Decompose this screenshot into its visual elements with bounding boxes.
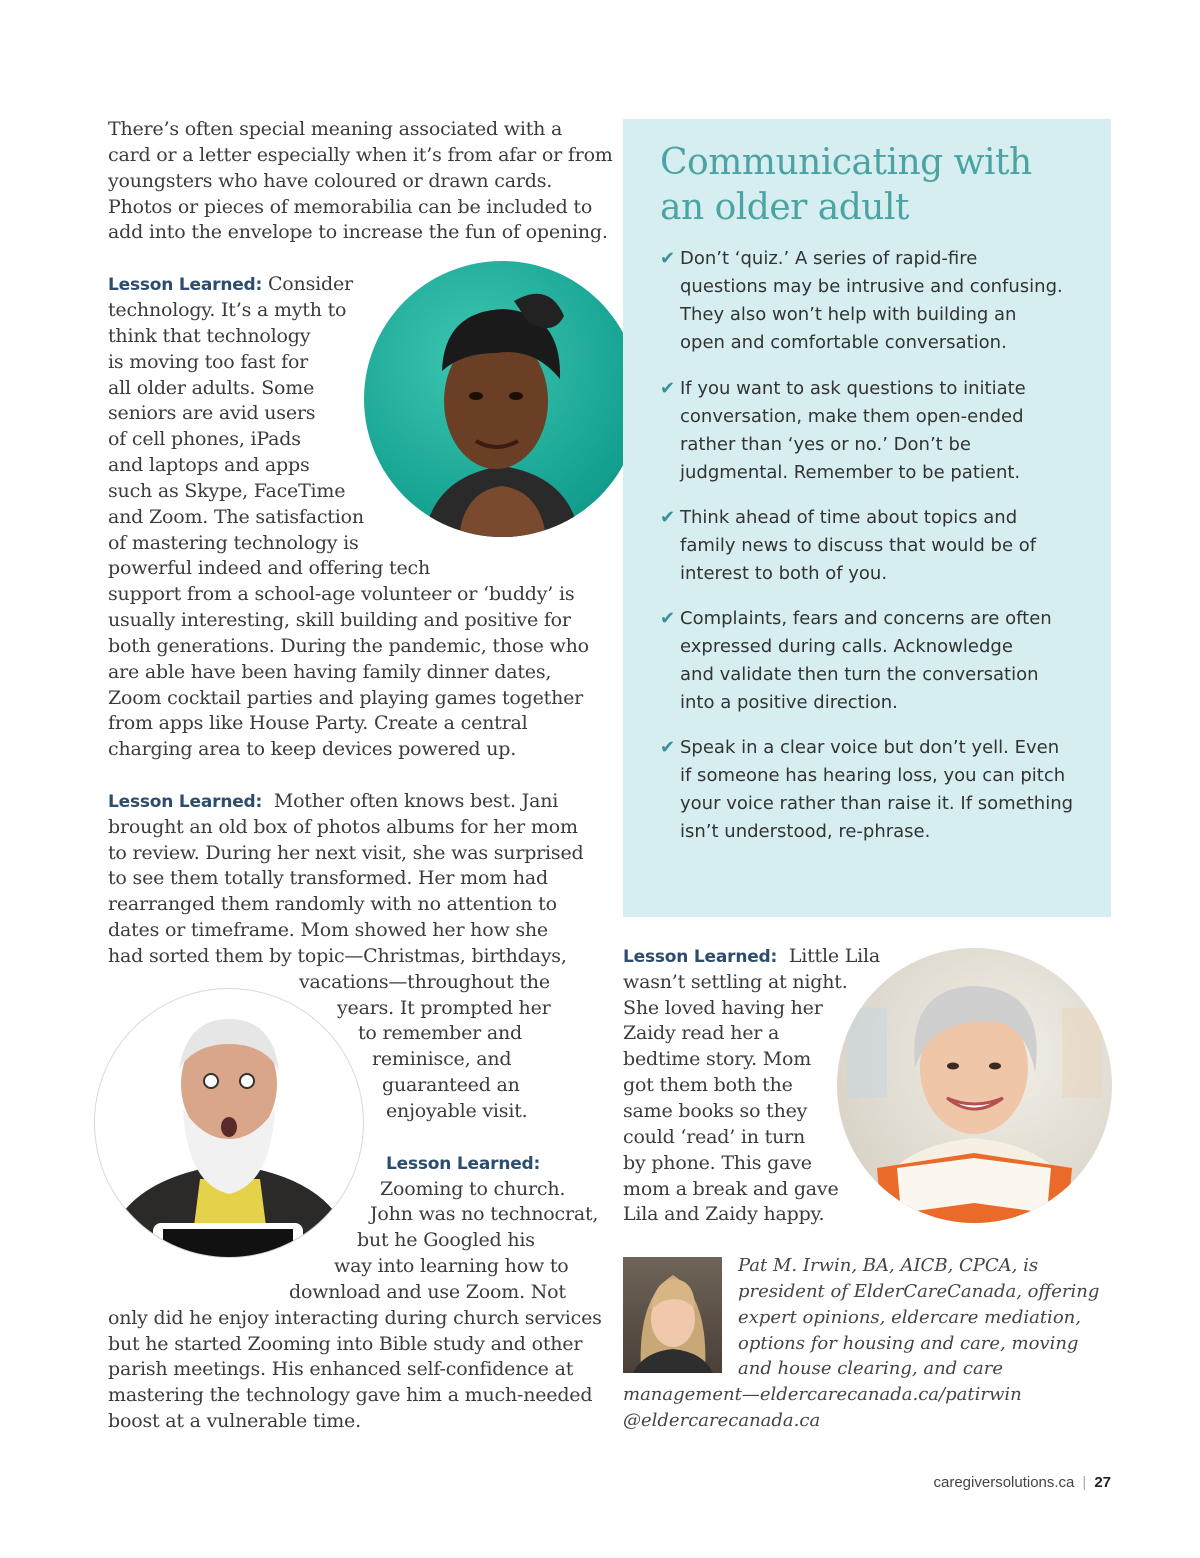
- lesson-line: but he started Zooming into Bible study and other: [108, 1333, 583, 1355]
- lesson-line: boost at a vulnerable time.: [108, 1410, 361, 1432]
- lesson-line: years. It prompted her: [337, 997, 551, 1019]
- footer-separator: |: [1082, 1474, 1087, 1491]
- lesson-line: got them both the: [623, 1074, 793, 1096]
- lesson-line: parish meetings. His enhanced self-confidence at: [108, 1358, 574, 1380]
- lesson-line: of mastering technology is: [108, 532, 359, 554]
- lesson-first-line: [108, 271, 353, 298]
- lesson-line: support from a school-age volunteer or ‘buddy’ is: [108, 583, 575, 605]
- bio-line: president of ElderCareCanada, offering: [738, 1281, 1100, 1302]
- tip-line: judgmental. Remember to be patient.: [680, 462, 1021, 483]
- lesson-line: could ‘read’ in turn: [623, 1126, 806, 1148]
- intro-line: youngsters who have coloured or drawn cards.: [108, 170, 553, 192]
- woman-headwrap-photo: [364, 261, 640, 537]
- lesson-line: both generations. During the pandemic, those who: [108, 635, 589, 657]
- lesson-line: only did he enjoy interacting during church services: [108, 1307, 602, 1329]
- sidebar-title: an older adult: [660, 187, 909, 228]
- lesson-line: all older adults. Some: [108, 377, 315, 399]
- intro-line: card or a letter especially when it’s from afar or from: [108, 144, 613, 166]
- woman-book-photo: [837, 948, 1112, 1223]
- tip-line: Think ahead of time about topics and: [680, 507, 1018, 528]
- tip-line: interest to both of you.: [680, 563, 888, 584]
- lesson-label-line: [386, 1150, 540, 1177]
- intro-line: Photos or pieces of memorabilia can be included to: [108, 196, 593, 218]
- tip-line: into a positive direction.: [680, 692, 898, 713]
- bio-line: and house clearing, and care: [738, 1358, 1003, 1379]
- lesson-line: such as Skype, FaceTime: [108, 480, 346, 502]
- lesson-line: vacations—throughout the: [299, 971, 550, 993]
- lesson-label: Lesson Learned:: [386, 1154, 541, 1174]
- tip-line: open and comfortable conversation.: [680, 332, 1007, 353]
- lesson-line: usually interesting, skill building and positive for: [108, 609, 571, 631]
- lesson-line: to remember and: [358, 1022, 522, 1044]
- bio-line: Pat M. Irwin, BA, AICB, CPCA, is: [738, 1255, 1039, 1276]
- tip-item: [660, 605, 1080, 717]
- tip-item: [660, 245, 1080, 357]
- lesson-line: guaranteed an: [382, 1074, 520, 1096]
- tip-line: conversation, make them open-ended: [680, 406, 1024, 427]
- lesson-first-line: [108, 788, 558, 815]
- tip-line: Speak in a clear voice but don’t yell. Even: [680, 737, 1060, 758]
- lesson-line: and laptops and apps: [108, 454, 310, 476]
- lesson-label: Lesson Learned:: [623, 947, 778, 967]
- lesson-line: She loved having her: [623, 997, 823, 1019]
- sidebar-title: Communicating with: [660, 142, 1032, 183]
- lesson-line: enjoyable visit.: [386, 1100, 528, 1122]
- lesson-line: charging area to keep devices powered up.: [108, 738, 517, 760]
- lesson-text: Consider: [267, 273, 353, 295]
- lesson-line: mastering the technology gave him a much-needed: [108, 1384, 593, 1406]
- bio-twitter-handle[interactable]: @eldercarecanada.ca: [623, 1410, 821, 1431]
- lesson-line: is moving too fast for: [108, 351, 309, 373]
- tip-item: [660, 734, 1080, 846]
- tip-line: if someone has hearing loss, you can pitch: [680, 765, 1066, 786]
- portrait-illustration: [364, 261, 640, 537]
- bearded-man-photo: [94, 988, 364, 1258]
- lesson-line: to see them totally transformed. Her mom had: [108, 867, 548, 889]
- lesson-line: brought an old box of photos albums for her mom: [108, 816, 578, 838]
- lesson-line: powerful indeed and offering tech: [108, 557, 431, 579]
- checkmark-icon: ✔: [660, 507, 676, 528]
- tip-line: If you want to ask questions to initiate: [680, 378, 1026, 399]
- footer-site[interactable]: caregiversolutions.ca: [933, 1474, 1075, 1491]
- tip-line: rather than ‘yes or no.’ Don’t be: [680, 434, 971, 455]
- lesson-line: Zooming to church.: [380, 1178, 566, 1200]
- lesson-line: by phone. This gave: [623, 1152, 812, 1174]
- page-footer: [934, 1474, 1112, 1491]
- tip-item: [660, 504, 1080, 588]
- portrait-illustration: [95, 989, 363, 1257]
- tip-item: [660, 375, 1080, 487]
- lesson-text: Mother often knows best. Jani: [273, 790, 559, 812]
- tip-line: expressed during calls. Acknowledge: [680, 636, 1013, 657]
- tip-line: family news to discuss that would be of: [680, 535, 1037, 556]
- lesson-line: way into learning how to: [334, 1255, 569, 1277]
- lesson-line: and Zoom. The satisfaction: [108, 506, 364, 528]
- lesson-line: are able have been having family dinner dates,: [108, 661, 552, 683]
- lesson-line: John was no technocrat,: [370, 1203, 599, 1225]
- lesson-line: Zoom cocktail parties and playing games together: [108, 687, 584, 709]
- lesson-line: had sorted them by topic—Christmas, birthdays,: [108, 945, 567, 967]
- tip-line: isn’t understood, re-phrase.: [680, 821, 931, 842]
- lesson-line: reminisce, and: [372, 1048, 512, 1070]
- lesson-first-line: [623, 943, 880, 970]
- lesson-label: Lesson Learned:: [108, 275, 263, 295]
- lesson-line: download and use Zoom. Not: [289, 1281, 566, 1303]
- lesson-line: but he Googled his: [357, 1229, 535, 1251]
- lesson-line: think that technology: [108, 325, 311, 347]
- lesson-line: seniors are avid users: [108, 402, 316, 424]
- tip-line: Complaints, fears and concerns are often: [680, 608, 1052, 629]
- bio-line: options for housing and care, moving: [738, 1333, 1079, 1354]
- tip-line: questions may be intrusive and confusing.: [680, 276, 1063, 297]
- page-number: 27: [1094, 1474, 1111, 1491]
- checkmark-icon: ✔: [660, 737, 676, 758]
- tip-line: They also won’t help with building an: [680, 304, 1017, 325]
- lesson-text: Little Lila: [788, 945, 881, 967]
- intro-line: add into the envelope to increase the fun of opening.: [108, 221, 608, 243]
- lesson-line: wasn’t settling at night.: [623, 971, 848, 993]
- lesson-line: rearranged them randomly with no attention to: [108, 893, 557, 915]
- lesson-line: bedtime story. Mom: [623, 1048, 812, 1070]
- lesson-line: Lila and Zaidy happy.: [623, 1203, 825, 1225]
- lesson-line: from apps like House Party. Create a central: [108, 712, 528, 734]
- tip-line: and validate then turn the conversation: [680, 664, 1039, 685]
- portrait-illustration: [837, 948, 1112, 1223]
- tip-line: your voice rather than raise it. If something: [680, 793, 1074, 814]
- tip-line: Don’t ‘quiz.’ A series of rapid-fire: [680, 248, 978, 269]
- lesson-line: Zaidy read her a: [623, 1022, 780, 1044]
- lesson-line: mom a break and gave: [623, 1178, 839, 1200]
- lesson-line: dates or timeframe. Mom showed her how she: [108, 919, 548, 941]
- lesson-line: same books so they: [623, 1100, 808, 1122]
- bio-link[interactable]: management—eldercarecanada.ca/patirwin: [623, 1384, 1022, 1405]
- portrait-illustration: [623, 1257, 722, 1373]
- checkmark-icon: ✔: [660, 608, 676, 629]
- author-headshot: [623, 1257, 722, 1373]
- lesson-line: to review. During her next visit, she was surprised: [108, 842, 584, 864]
- lesson-line: technology. It’s a myth to: [108, 299, 347, 321]
- bio-line: expert opinions, eldercare mediation,: [738, 1307, 1081, 1328]
- lesson-line: of cell phones, iPads: [108, 428, 301, 450]
- lesson-label: Lesson Learned:: [108, 792, 263, 812]
- intro-line: There’s often special meaning associated with a: [108, 118, 563, 140]
- checkmark-icon: ✔: [660, 378, 676, 399]
- checkmark-icon: ✔: [660, 248, 676, 269]
